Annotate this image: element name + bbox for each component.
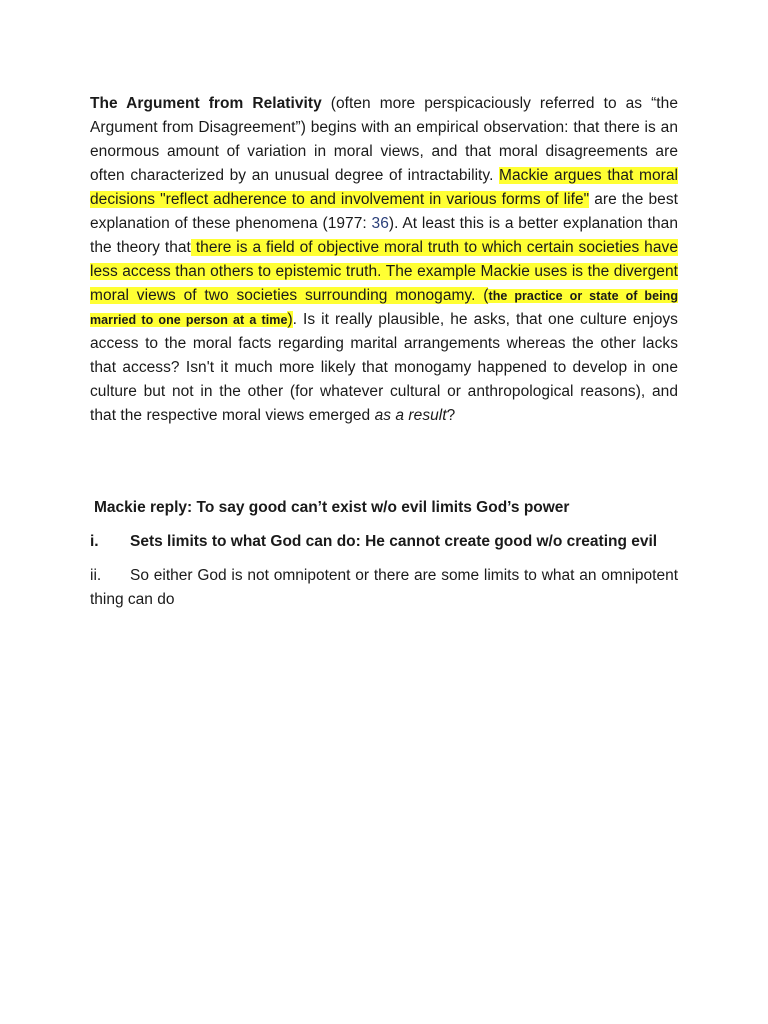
citation-page: 36 (371, 215, 389, 232)
highlight-monogamy-definition: the practice or state of being married to one person at a time (90, 289, 679, 327)
paragraph-middle-1: are the best explanation of these phenomena ( (90, 191, 678, 232)
list-text-ii: So either God is not omnipotent or there are some limits to what an omnipotent thing can do (90, 567, 678, 608)
citation-separator: : (362, 215, 372, 232)
paragraph-middle-3: . Is it really plausible, he asks, that one culture enjoys access to the moral facts regarding marital arrangements whereas the other lacks that access? Isn't it much more likely that monogamy happened to develop in one culture but not in the other (for whatever cultural or anthropological reasons), and that the respective moral views emerged (90, 311, 678, 424)
highlight-close-paren: ) (287, 311, 293, 328)
paragraph-middle-2: ). At least this is a better explanation than the theory that (90, 215, 678, 256)
list-item-ii (90, 564, 678, 612)
document-page (90, 92, 679, 608)
list-item-i (90, 530, 678, 554)
paragraph-ending: ? (446, 407, 456, 424)
list-marker-i: i. (90, 533, 99, 550)
reply-heading: Mackie reply: To say good can’t exist w/o evil limits God’s power (94, 499, 570, 516)
citation-year: 1977 (327, 215, 363, 232)
highlight-objective-truth: there is a field of objective moral truth to which certain societies have less access than others to epistemic truth. The example Mackie uses is the divergent moral views of two societies surrounding monogamy. ( (90, 239, 678, 304)
list-marker-ii: ii. (90, 567, 102, 584)
list-text-i: Sets limits to what God can do: He cannot create good w/o creating evil (130, 533, 658, 550)
relativity-paragraph (90, 92, 678, 428)
emphasis-as-a-result: as a result (374, 407, 447, 424)
paragraph-intro: (often more perspicaciously referred to as “the Argument from Disagreement”) begins with an empirical observation: that there is an enormous amount of variation in moral views, and that moral disagreements are often characterized by an unusual degree of intractability. (90, 95, 678, 184)
highlight-mackie-argues: Mackie argues that moral decisions "reflect adherence to and involvement in various forms of life" (90, 167, 678, 208)
paragraph-title: The Argument from Relativity (90, 95, 322, 112)
